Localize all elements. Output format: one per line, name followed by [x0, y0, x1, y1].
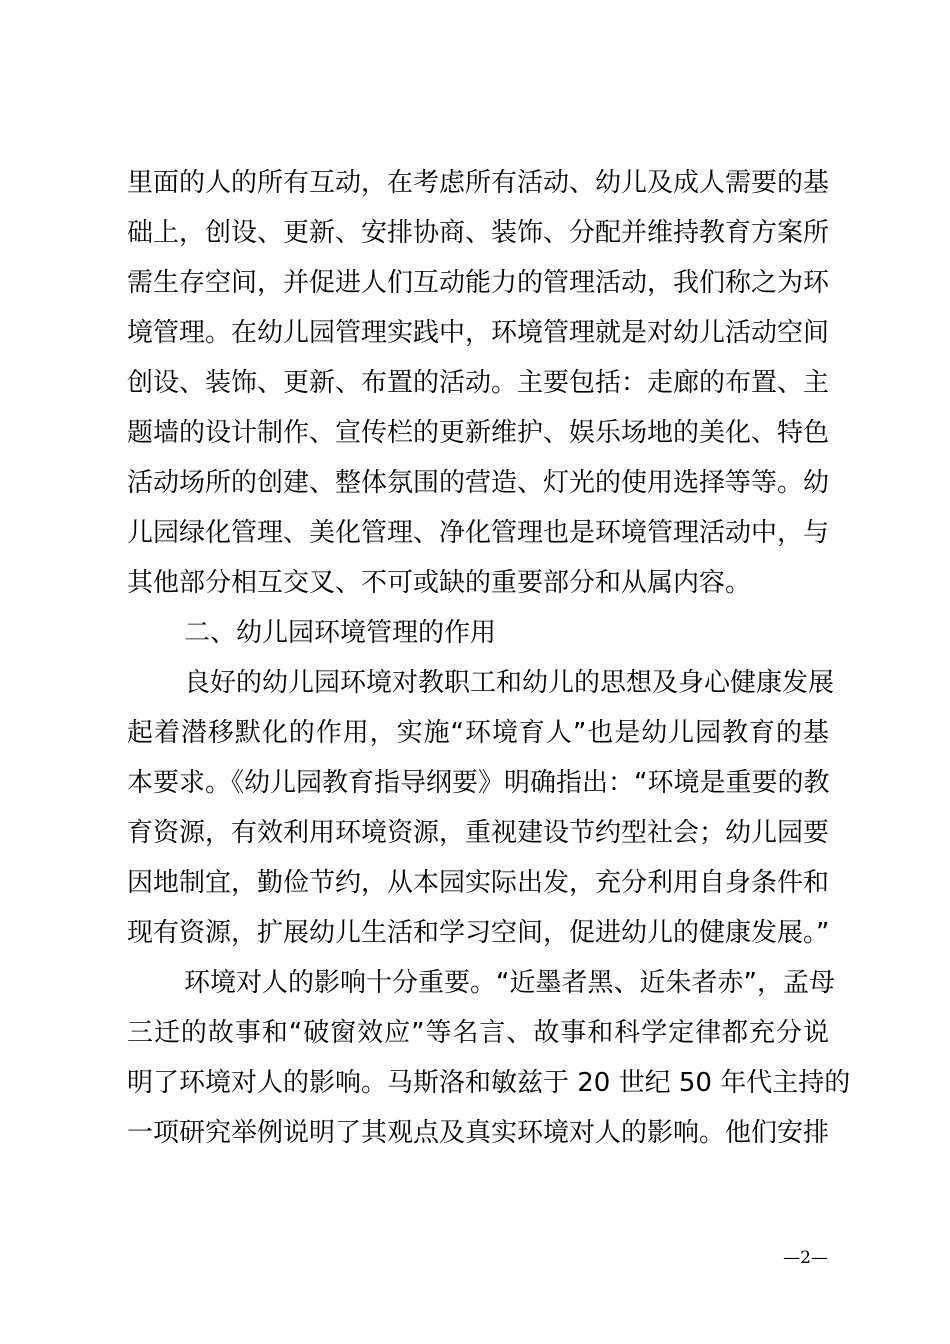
body-text-line: 明了环境对人的影响。马斯洛和敏兹于 20 世纪 50 年代主持的: [127, 1068, 851, 1098]
body-text-line: 本要求。《幼儿园教育指导纲要》明确指出：“环境是重要的教: [127, 768, 830, 798]
body-text-line: 起着潜移默化的作用，实施“环境育人”也是幼儿园教育的基: [127, 718, 829, 748]
body-text-line: 现有资源，扩展幼儿生活和学习空间，促进幼儿的健康发展。”: [127, 918, 830, 948]
body-text-line: 一项研究举例说明了其观点及真实环境对人的影响。他们安排: [127, 1118, 830, 1148]
section-heading: 二、幼儿园环境管理的作用: [184, 618, 497, 648]
body-text-line: 础上，创设、更新、安排协商、装饰、分配并维持教育方案所: [127, 218, 830, 248]
body-text-line: 三迁的故事和“破窗效应”等名言、故事和科学定律都充分说: [127, 1018, 829, 1048]
body-text-line: 活动场所的创建、整体氛围的营造、灯光的使用选择等等。幼: [127, 468, 830, 498]
body-text-line: 因地制宜，勤俭节约，从本园实际出发，充分利用自身条件和: [127, 868, 830, 898]
body-text-line: 育资源，有效利用环境资源，重视建设节约型社会；幼儿园要: [127, 818, 830, 848]
body-text-line: 良好的幼儿园环境对教职工和幼儿的思想及身心健康发展: [184, 668, 835, 698]
page-number: —2—: [783, 1248, 828, 1268]
body-text-line: 环境对人的影响十分重要。“近墨者黑、近朱者赤”，孟母: [184, 968, 835, 998]
body-text-line: 儿园绿化管理、美化管理、净化管理也是环境管理活动中，与: [127, 518, 830, 548]
body-text-line: 需生存空间，并促进人们互动能力的管理活动，我们称之为环: [127, 268, 830, 298]
body-text-line: 境管理。在幼儿园管理实践中，环境管理就是对幼儿活动空间: [127, 318, 830, 348]
body-text-line: 里面的人的所有互动，在考虑所有活动、幼儿及成人需要的基: [127, 168, 830, 198]
body-text-line: 题墙的设计制作、宣传栏的更新维护、娱乐场地的美化、特色: [127, 418, 830, 448]
body-text-line: 创设、装饰、更新、布置的活动。主要包括：走廊的布置、主: [127, 368, 830, 398]
body-text-line: 其他部分相互交叉、不可或缺的重要部分和从属内容。: [127, 568, 752, 598]
